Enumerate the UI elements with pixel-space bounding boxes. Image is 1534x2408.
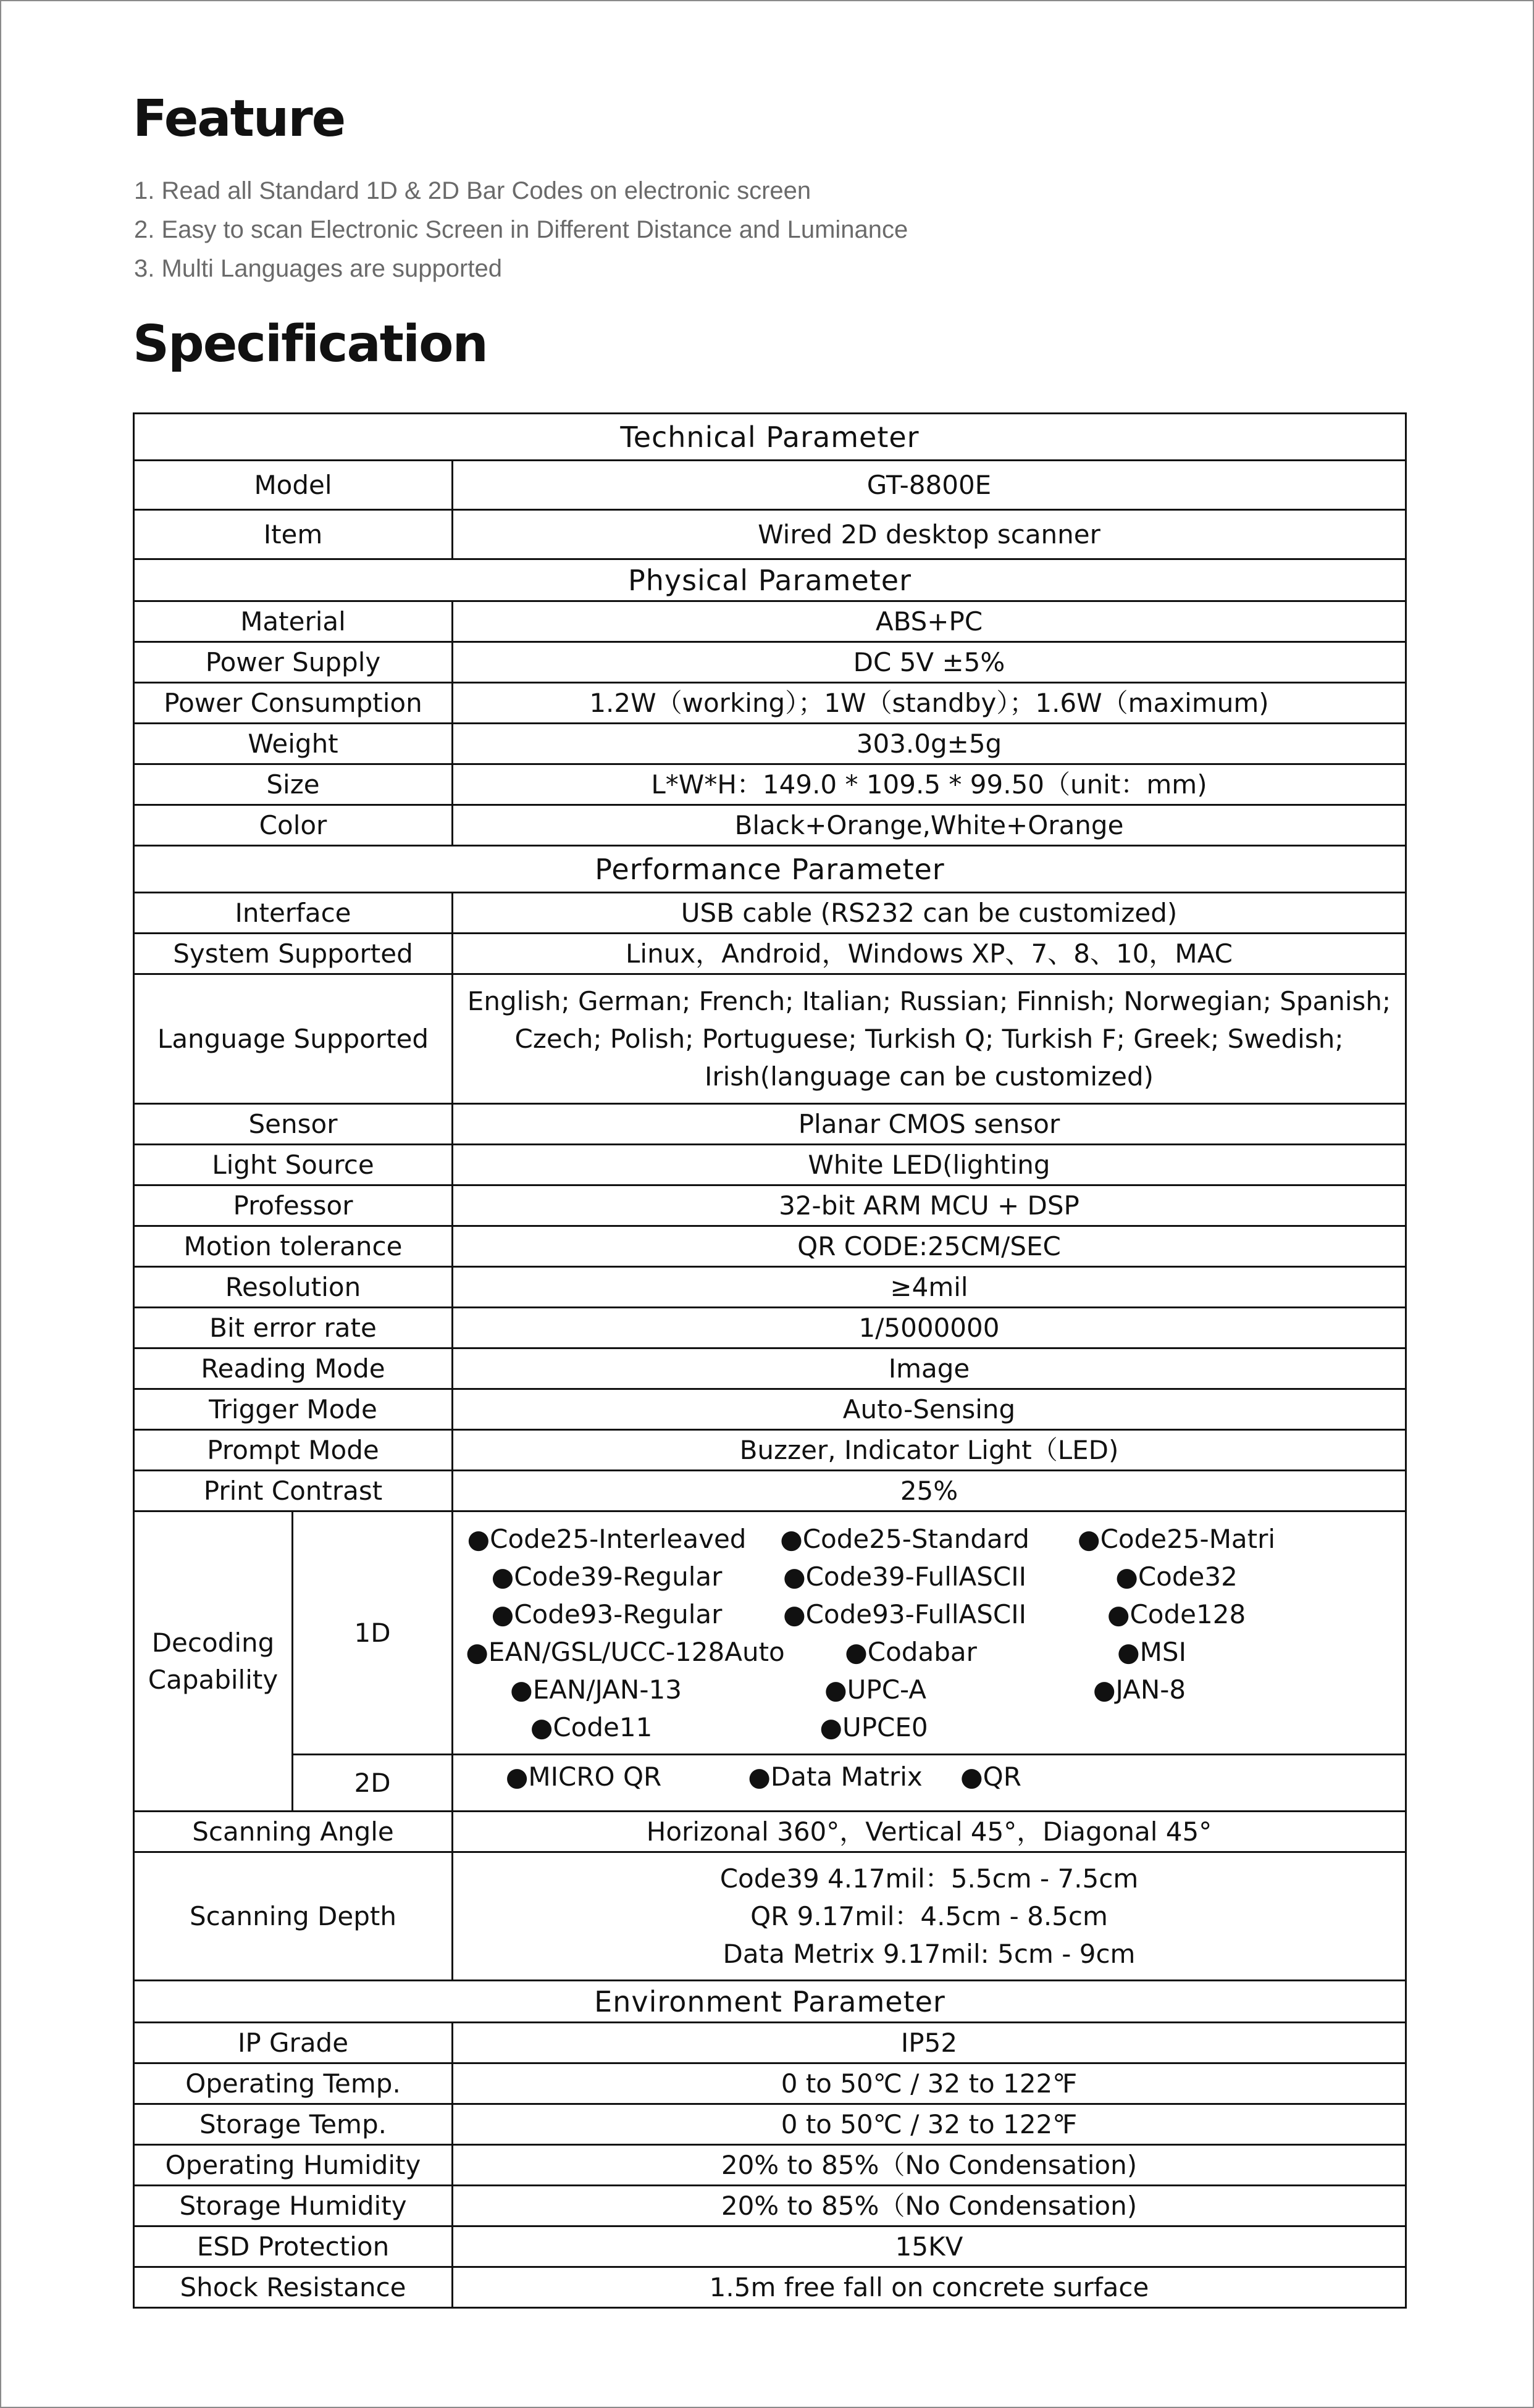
spec-table — [133, 412, 1407, 2309]
spec-label: Weight — [134, 724, 453, 764]
language-line: Czech; Polish; Portuguese; Turkish Q; Turkish F; Greek; Swedish; — [514, 1024, 1344, 1054]
spec-label: Material — [134, 601, 453, 642]
spec-value: Auto-Sensing — [453, 1389, 1406, 1430]
spec-label: Storage Temp. — [134, 2104, 453, 2145]
spec-value: Wired 2D desktop scanner — [453, 510, 1406, 559]
code-item: ●Code93-Regular — [491, 1599, 723, 1629]
code-item: ●Code128 — [1107, 1599, 1246, 1629]
spec-label: Color — [134, 805, 453, 846]
code-item: ●Code39-Regular — [491, 1561, 723, 1592]
code-item: ●Code93-FullASCII — [782, 1599, 1027, 1629]
spec-value: Linux，Android，Windows XP、7、8、10，MAC — [453, 934, 1406, 974]
spec-label: Item — [134, 510, 453, 559]
spec-label: Scanning Depth — [134, 1852, 453, 1981]
specification-heading: Specification — [133, 315, 487, 374]
depth-line: Code39 4.17mil：5.5cm - 7.5cm — [719, 1863, 1139, 1894]
spec-label: Language Supported — [134, 974, 453, 1104]
spec-label: Reading Mode — [134, 1348, 453, 1389]
section-technical-parameter: Technical Parameter — [134, 414, 1406, 461]
spec-value: 15KV — [453, 2226, 1406, 2267]
spec-label: Storage Humidity — [134, 2186, 453, 2226]
language-line: Irish(language can be customized) — [704, 1061, 1154, 1092]
spec-label: Size — [134, 764, 453, 805]
spec-value: IP52 — [453, 2023, 1406, 2063]
language-line: English; German; French; Italian; Russian; Finnish; Norwegian; Spanish; — [467, 986, 1391, 1016]
spec-value: GT-8800E — [453, 461, 1406, 510]
spec-label: Power Supply — [134, 642, 453, 683]
code-item: ●Code39-FullASCII — [782, 1561, 1027, 1592]
spec-label: Professor — [134, 1185, 453, 1226]
spec-value: Image — [453, 1348, 1406, 1389]
decoding-label-line: Decoding — [151, 1627, 275, 1658]
spec-value: ≥4mil — [453, 1267, 1406, 1308]
section-performance-parameter: Performance Parameter — [134, 846, 1406, 893]
section-physical-parameter: Physical Parameter — [134, 559, 1406, 601]
spec-label: Model — [134, 461, 453, 510]
spec-value: Buzzer, Indicator Light（LED) — [453, 1430, 1406, 1471]
code-row — [457, 1758, 1401, 1796]
spec-value: Planar CMOS sensor — [453, 1104, 1406, 1145]
spec-value: 1.5m free fall on concrete surface — [453, 2267, 1406, 2308]
spec-label: Bit error rate — [134, 1308, 453, 1348]
spec-label: System Supported — [134, 934, 453, 974]
spec-value: 1.2W（working）；1W（standby）；1.6W（maximum) — [453, 683, 1406, 724]
code-item: ●MICRO QR — [505, 1762, 662, 1792]
spec-label: Trigger Mode — [134, 1389, 453, 1430]
spec-value: 1/5000000 — [453, 1308, 1406, 1348]
spec-label: Operating Temp. — [134, 2063, 453, 2104]
spec-label: Sensor — [134, 1104, 453, 1145]
feature-item: 2. Easy to scan Electronic Screen in Different Distance and Luminance — [134, 216, 908, 243]
spec-label: Power Consumption — [134, 683, 453, 724]
spec-value: 20% to 85%（No Condensation) — [453, 2186, 1406, 2226]
spec-label: Prompt Mode — [134, 1430, 453, 1471]
code-item: ●JAN-8 — [1092, 1674, 1186, 1705]
code-row — [457, 1520, 1401, 1558]
spec-label: ESD Protection — [134, 2226, 453, 2267]
code-row — [457, 1633, 1401, 1671]
spec-label: Motion tolerance — [134, 1226, 453, 1267]
spec-value: 303.0g±5g — [453, 724, 1406, 764]
decoding-label-line: Capability — [148, 1664, 279, 1695]
spec-label: Print Contrast — [134, 1471, 453, 1511]
decoding-1d-label: 1D — [293, 1511, 453, 1755]
spec-label: Shock Resistance — [134, 2267, 453, 2308]
spec-value: 32-bit ARM MCU + DSP — [453, 1185, 1406, 1226]
decoding-capability-label — [134, 1511, 293, 1812]
code-item: ●EAN/JAN-13 — [510, 1674, 682, 1705]
code-item: ●UPC-A — [824, 1674, 926, 1705]
code-item: ●Data Matrix — [748, 1762, 923, 1792]
codes-1d-cell — [453, 1511, 1406, 1755]
code-item: ●QR — [960, 1762, 1021, 1792]
feature-heading: Feature — [133, 90, 345, 148]
code-item: ●Code25-Standard — [780, 1523, 1029, 1554]
code-row — [457, 1595, 1401, 1633]
scanning-depth-value — [453, 1852, 1406, 1981]
spec-value: 0 to 50℃ / 32 to 122℉ — [453, 2104, 1406, 2145]
code-item: ●UPCE0 — [819, 1712, 928, 1742]
code-item — [1022, 1708, 1269, 1746]
code-item: ●Codabar — [845, 1636, 977, 1667]
section-environment-parameter: Environment Parameter — [134, 1981, 1406, 2023]
code-item: ●Code32 — [1115, 1561, 1238, 1592]
spec-value: L*W*H：149.0 * 109.5 * 99.50（unit：mm) — [453, 764, 1406, 805]
feature-list — [134, 172, 908, 288]
code-item: ●Code25-Matri — [1077, 1523, 1276, 1554]
spec-value: Horizonal 360°，Vertical 45°，Diagonal 45° — [453, 1812, 1406, 1852]
spec-value: 0 to 50℃ / 32 to 122℉ — [453, 2063, 1406, 2104]
feature-item: 1. Read all Standard 1D & 2D Bar Codes on electronic screen — [134, 177, 811, 204]
spec-label: Interface — [134, 893, 453, 934]
spec-value: Black+Orange,White+Orange — [453, 805, 1406, 846]
spec-value: 25% — [453, 1471, 1406, 1511]
spec-label: Resolution — [134, 1267, 453, 1308]
decoding-2d-label: 2D — [293, 1755, 453, 1812]
spec-label: Scanning Angle — [134, 1812, 453, 1852]
spec-value: QR CODE:25CM/SEC — [453, 1226, 1406, 1267]
spec-value: ABS+PC — [453, 601, 1406, 642]
feature-item: 3. Multi Languages are supported — [134, 255, 502, 282]
spec-value: USB cable (RS232 can be customized) — [453, 893, 1406, 934]
codes-2d-cell — [453, 1755, 1406, 1812]
spec-value: 20% to 85%（No Condensation) — [453, 2145, 1406, 2186]
spec-value: DC 5V ±5% — [453, 642, 1406, 683]
code-item: ●Code25-Interleaved — [467, 1523, 747, 1554]
depth-line: Data Metrix 9.17mil: 5cm - 9cm — [723, 1939, 1136, 1969]
depth-line: QR 9.17mil：4.5cm - 8.5cm — [750, 1901, 1108, 1931]
code-row — [457, 1671, 1401, 1708]
code-row — [457, 1708, 1401, 1746]
spec-label: Operating Humidity — [134, 2145, 453, 2186]
spec-value: White LED(lighting — [453, 1145, 1406, 1185]
code-row — [457, 1558, 1401, 1595]
code-item: ●MSI — [1117, 1636, 1186, 1667]
code-item: ●EAN/GSL/UCC-128Auto — [466, 1636, 785, 1667]
spec-label: IP Grade — [134, 2023, 453, 2063]
code-item: ●Code11 — [530, 1712, 653, 1742]
language-value — [453, 974, 1406, 1104]
spec-label: Light Source — [134, 1145, 453, 1185]
